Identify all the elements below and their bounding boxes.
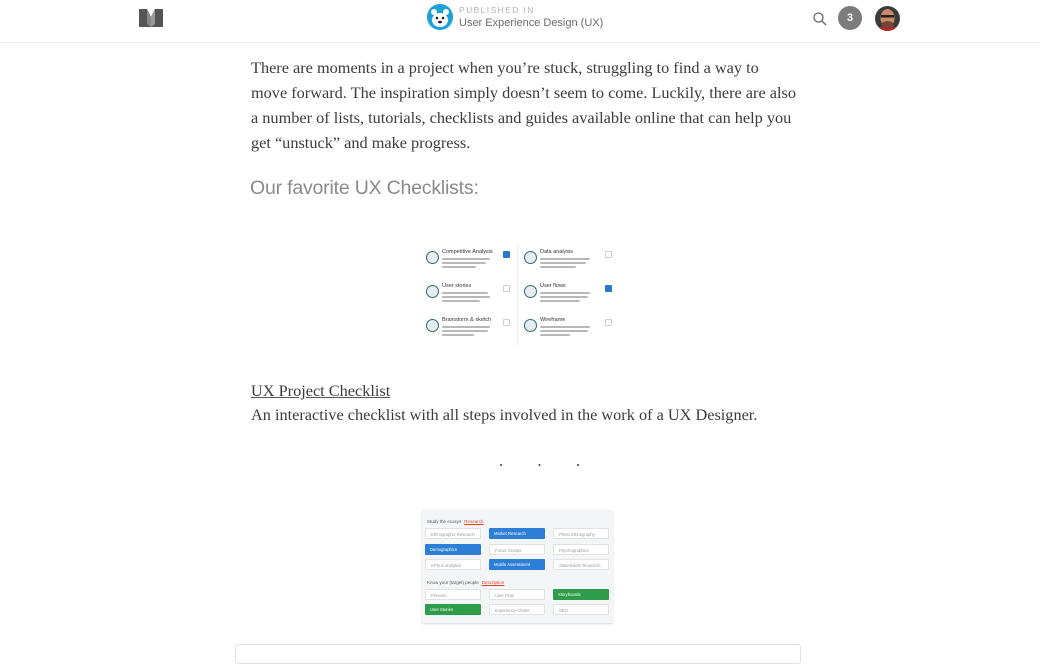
method-chip: Psychographics <box>553 544 609 555</box>
card-title: Competitive Analysis <box>442 249 493 255</box>
method-chip: Demographics <box>425 544 481 555</box>
checkbox-icon <box>605 251 612 258</box>
top-navigation-bar <box>0 0 1040 43</box>
method-chip: Stakeholder Research <box>553 559 609 570</box>
user-flows-icon <box>524 285 537 298</box>
wireframe-icon <box>524 319 537 332</box>
checkbox-icon <box>503 319 510 326</box>
method-chip: Photo Ethnography <box>553 528 609 539</box>
brainstorm-sketch-icon <box>426 319 439 332</box>
card-title: Data analysis <box>540 249 574 255</box>
publication-header[interactable] <box>427 4 603 30</box>
checkbox-checked-icon <box>605 285 612 292</box>
checkbox-checked-icon <box>503 251 510 258</box>
method-chip: User Stories <box>425 604 481 615</box>
card-title: User stories <box>442 283 472 289</box>
ux-project-checklist-description: An interactive checklist with all steps involved in the work of a UX Designer. <box>251 405 758 424</box>
medium-logo-icon[interactable] <box>139 8 163 28</box>
card-title: Brainstorm & sketch <box>442 317 492 323</box>
method-chip: Storyboards <box>553 589 609 600</box>
card-title: Wireframe <box>540 317 566 323</box>
user-avatar[interactable] <box>875 6 900 31</box>
method-chip: Ethnographic Research <box>425 528 481 539</box>
checklist-card <box>520 315 612 345</box>
method-chip: Experience Charts <box>489 604 545 615</box>
search-icon[interactable] <box>812 11 828 27</box>
section-label: Know your (target) people Description <box>427 580 505 585</box>
method-chip: Market Research <box>489 528 545 539</box>
data-analysis-icon <box>524 251 537 264</box>
checklist-card <box>520 281 612 311</box>
method-chip: User Flow <box>489 589 545 600</box>
method-chip: Persona <box>425 589 481 600</box>
published-in-label: PUBLISHED IN <box>459 5 535 15</box>
checklist-card <box>422 281 514 311</box>
method-chip: KPIs & analytics <box>425 559 481 570</box>
figure-divider <box>517 244 518 346</box>
method-chip: SEO <box>553 604 609 615</box>
ux-project-checklist-link[interactable]: UX Project Checklist <box>251 381 391 400</box>
ux-methods-image[interactable] <box>422 510 613 623</box>
notification-badge[interactable]: 3 <box>838 6 862 30</box>
checklist-card <box>422 315 514 345</box>
checklist-card <box>520 247 612 277</box>
card-title: User flows <box>540 283 566 289</box>
ux-checklists-image[interactable] <box>422 244 614 346</box>
checklist-card <box>422 247 514 277</box>
section-separator: · · · <box>498 455 595 475</box>
section-label: Study the ecosys Research <box>427 519 484 524</box>
competitive-analysis-icon <box>426 251 439 264</box>
method-chip: Mobile Assessment <box>489 559 545 570</box>
checkbox-icon <box>605 319 612 326</box>
checkbox-icon <box>503 285 510 292</box>
intro-paragraph: There are moments in a project when you’re stuck, struggling to find a way to move forward. The inspiration simply doesn’t seem to come. Luckily, there are also a number of lists, tutorials, checklists and guides available online that can help you get “unstuck” and make progress. <box>251 58 796 152</box>
embedded-link-card[interactable] <box>235 644 801 664</box>
method-chip: Focus Groups <box>489 544 545 555</box>
section-heading: Our favorite UX Checklists: <box>250 177 479 199</box>
user-stories-icon <box>426 285 439 298</box>
publication-name[interactable]: User Experience Design (UX) <box>459 17 604 29</box>
publication-logo-icon <box>427 4 453 30</box>
